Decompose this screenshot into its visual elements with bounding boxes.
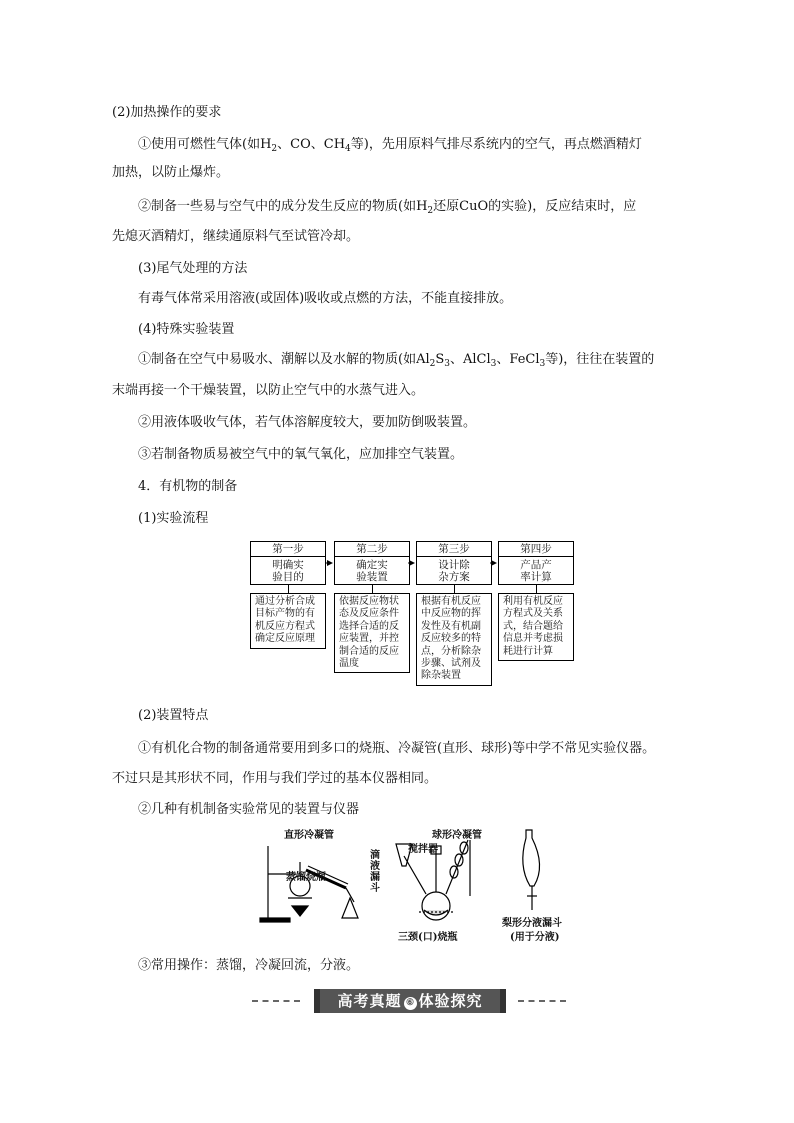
banner-circle-icon: ⑥ bbox=[404, 997, 417, 1010]
paragraph-special-1-cont: 末端再接一个干燥装置，以防止空气中的水蒸气进入。 bbox=[112, 383, 425, 398]
label-stirrer: 搅拌器 bbox=[408, 844, 438, 855]
paragraph-special-3: ③若制备物质易被空气中的氧气氧化，应加排空气装置。 bbox=[138, 447, 464, 462]
banner-title: 高考真题 ⑥ 体验探究 bbox=[314, 989, 506, 1013]
flow-step-3-desc: 设计除 杂方案 bbox=[438, 559, 470, 583]
label-dropping-funnel: 滴液漏斗 bbox=[370, 850, 380, 894]
flow-step-2-detail: 依据反应物状态及反应条件选择合适的反应装置，并控制合适的反应温度 bbox=[334, 593, 410, 673]
apparatus-figure bbox=[256, 826, 562, 946]
paragraph-apparatus-2: ②几种有机制备实验常见的装置与仪器 bbox=[138, 802, 360, 817]
paragraph-heating-2-cont: 先熄灭酒精灯，继续通原料气至试管冷却。 bbox=[112, 229, 360, 244]
flow-step-2-desc: 确定实 验装置 bbox=[356, 559, 388, 583]
label-three-neck-flask: 三颈(口)烧瓶 bbox=[398, 932, 458, 943]
flow-step-3-detail: 根据有机反应中反应物的挥发性及有机副反应较多的特点，分析除杂步骤、试剂及除杂装置 bbox=[416, 593, 492, 686]
flow-step-1-desc: 明确实 验目的 bbox=[272, 559, 304, 583]
label-straight-condenser: 直形冷凝管 bbox=[284, 830, 334, 841]
paragraph-special-2: ②用液体吸收气体，若气体溶解度较大，要加防倒吸装置。 bbox=[138, 415, 477, 430]
paragraph-tail-gas: 有毒气体常采用溶液(或固体)吸收或点燃的方法，不能直接排放。 bbox=[138, 291, 513, 306]
paragraph-apparatus-3: ③常用操作：蒸馏，冷凝回流，分液。 bbox=[138, 958, 360, 973]
flow-step-4 bbox=[498, 541, 574, 585]
flow-connector bbox=[454, 585, 455, 593]
flow-step-3-head: 第三步 bbox=[417, 542, 491, 557]
heading-experiment-flow: (1)实验流程 bbox=[138, 511, 209, 526]
flow-step-1-head: 第一步 bbox=[251, 542, 325, 557]
paragraph-heating-1: ①使用可燃性气体(如$H_2$、CO、$CH_4$等)，先用原料气排尽系统内的空气，再点燃酒精灯 bbox=[138, 137, 642, 154]
paragraph-apparatus-1: ①有机化合物的制备通常要用到多口的烧瓶、冷凝管(直形、球形)等中学不常见实验仪器。 bbox=[138, 741, 656, 756]
flow-connector bbox=[536, 585, 537, 593]
paragraph-heating-2: ②制备一些易与空气中的成分发生反应的物质(如$H_2$还原CuO的实验)，反应结束时，应 bbox=[138, 199, 637, 216]
flow-step-1 bbox=[250, 541, 326, 585]
heading-heating: (2)加热操作的要求 bbox=[112, 105, 222, 120]
flow-step-2 bbox=[334, 541, 410, 585]
label-separatory-note: (用于分液) bbox=[510, 932, 560, 943]
experiment-flow-chart bbox=[250, 541, 570, 691]
label-distill-flask: 蒸馏烧瓶 bbox=[286, 872, 326, 883]
label-bulb-condenser: 球形冷凝管 bbox=[432, 830, 482, 841]
paragraph-apparatus-1-cont: 不过只是其形状不同，作用与我们学过的基本仪器相同。 bbox=[112, 771, 438, 786]
paragraph-special-1: ①制备在空气中易吸水、潮解以及水解的物质(如$Al_2S_3$、AlCl$_3$、FeCl$_3$等)，往往在装置的 bbox=[138, 352, 655, 369]
heading-tail-gas: (3)尾气处理的方法 bbox=[138, 261, 248, 276]
heading-organic: 4．有机物的制备 bbox=[138, 479, 238, 494]
flow-connector bbox=[372, 585, 373, 593]
flow-step-1-detail: 通过分析合成目标产物的有机反应方程式确定反应原理 bbox=[250, 593, 326, 649]
flow-step-4-detail: 利用有机反应方程式及关系式，结合题给信息并考虑损耗进行计算 bbox=[498, 593, 574, 661]
flow-connector bbox=[288, 585, 289, 593]
flow-step-2-head: 第二步 bbox=[335, 542, 409, 557]
section-banner bbox=[250, 988, 570, 1014]
heading-special: (4)特殊实验装置 bbox=[138, 322, 235, 337]
flow-step-4-desc: 产品产 率计算 bbox=[520, 559, 552, 583]
banner-dash-left bbox=[252, 1000, 300, 1002]
heading-apparatus: (2)装置特点 bbox=[138, 708, 209, 723]
label-separatory-funnel: 梨形分液漏斗 bbox=[502, 918, 562, 929]
banner-dash-right bbox=[518, 1000, 566, 1002]
flow-step-4-head: 第四步 bbox=[499, 542, 573, 557]
paragraph-heating-1-cont: 加热，以防止爆炸。 bbox=[112, 165, 230, 180]
flow-step-3 bbox=[416, 541, 492, 585]
